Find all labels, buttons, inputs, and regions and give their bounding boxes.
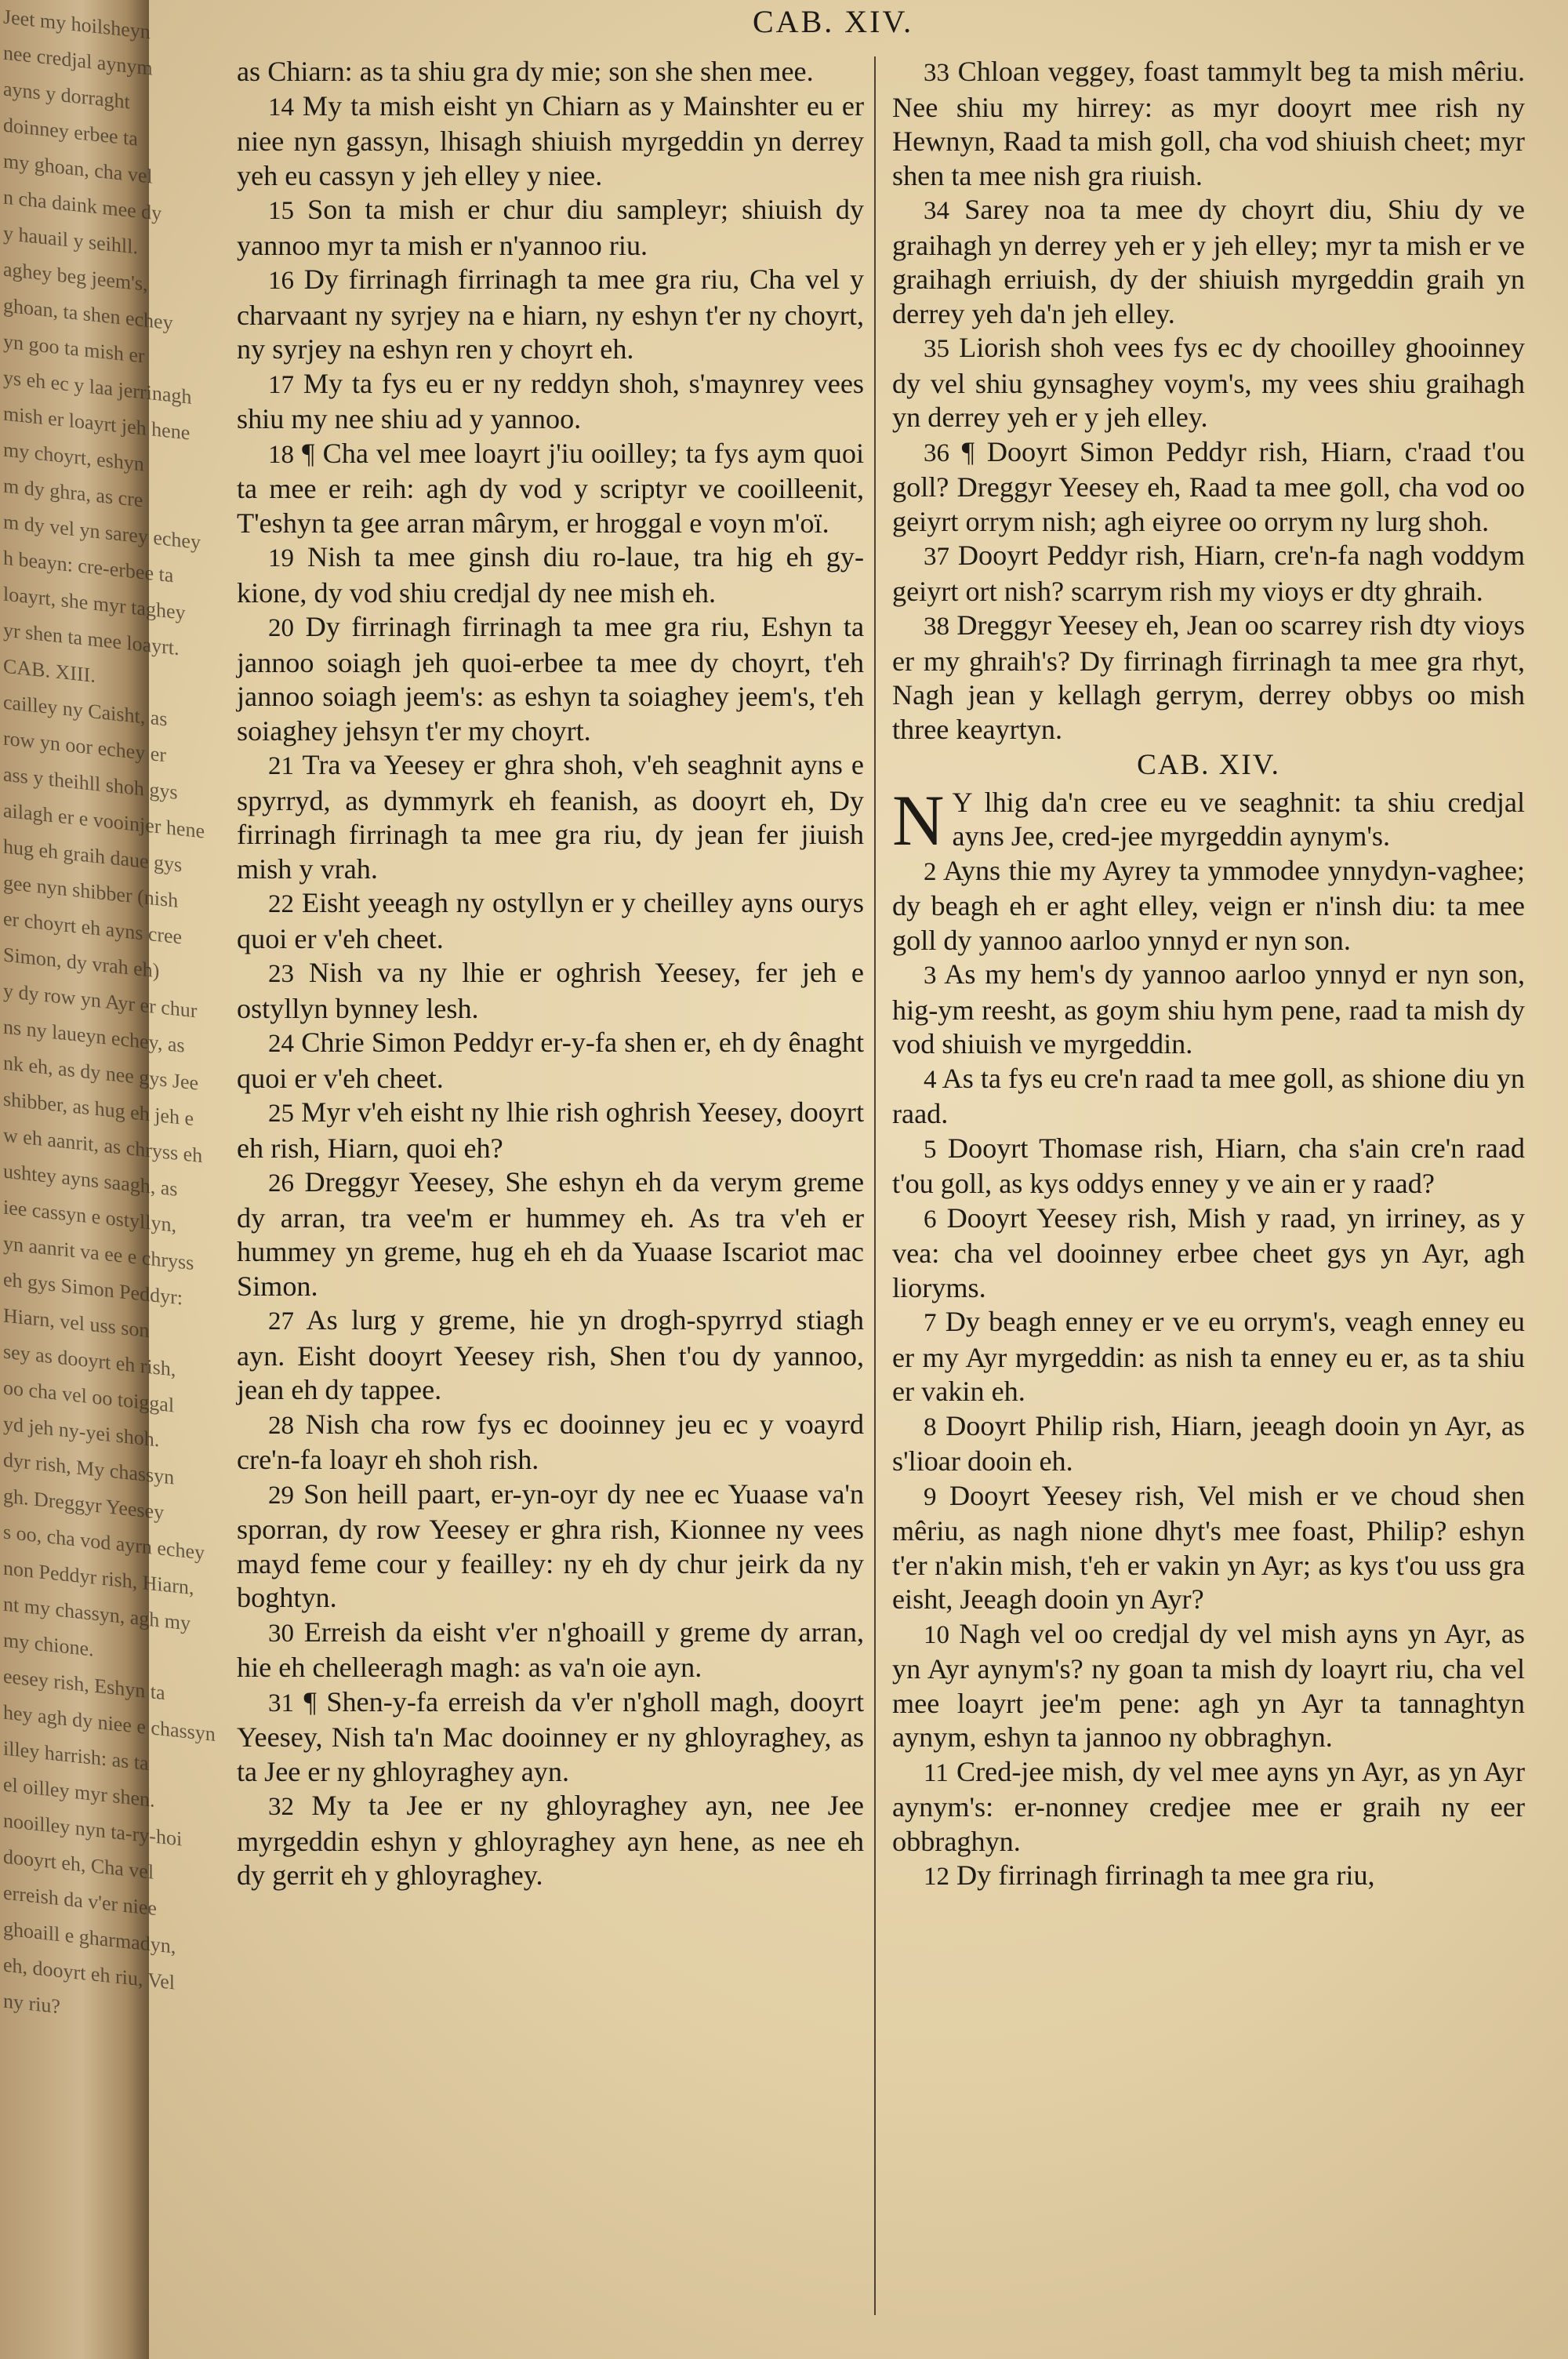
verse xyxy=(237,748,864,886)
facing-page-line: ailagh er e vooinjer hene xyxy=(3,798,205,843)
verse-number: 7 xyxy=(924,1309,937,1337)
verse-number: 15 xyxy=(268,197,294,225)
verse xyxy=(237,1616,864,1685)
verse xyxy=(237,1303,864,1408)
verse xyxy=(237,1408,864,1478)
verse xyxy=(892,854,1525,958)
facing-page-line: ghoaill e gharmadyn, xyxy=(3,1917,176,1958)
verse-number: 34 xyxy=(924,197,949,225)
verse-text: Dy firrinagh firrinagh ta mee gra riu, Cha vel y charvaant ny syrjey na e hiarn, ny eshyn t'er ny choyrt, ny syrjey na eshyn ren y choyrt eh. xyxy=(237,264,864,365)
verse-text: My ta mish eisht yn Chiarn as y Mainshter eu er niee nyn gassyn, lhisagh shiuish myrgeddin yn derrey yeh eu cassyn y jeh elley y niee. xyxy=(237,89,864,191)
facing-page-line: yd jeh ny-yei shoh. xyxy=(3,1412,160,1452)
verse-number: 11 xyxy=(924,1758,949,1787)
facing-page-line: m dy ghra, as cre xyxy=(3,474,143,512)
facing-page-line: y hauail y seihll. xyxy=(3,221,138,259)
verse-text: Eisht yeeagh ny ostyllyn er y cheilley ayns ourys quoi er v'eh cheet. xyxy=(237,887,864,954)
facing-page-line: ny riu? xyxy=(3,1989,60,2019)
facing-page-line: sey as dooyrt eh rish, xyxy=(3,1339,176,1381)
verse-number: 29 xyxy=(268,1481,294,1510)
verse-text: Nish ta mee ginsh diu ro-laue, tra hig eh gy-kione, dy vod shiu credjal dy nee mish eh. xyxy=(237,541,865,609)
verse-text: Dy firrinagh firrinagh ta mee gra riu, Eshyn ta jannoo soiagh jeh quoi-erbee ta mee dy choyrt, t'eh jannoo soiagh jeem's: as eshyn ta soiaghey jeem's, t'eh soiaghey jehsyn t'er my choyrt. xyxy=(237,611,865,747)
verse-number: 22 xyxy=(268,890,294,918)
verse-number: 25 xyxy=(268,1100,294,1128)
verse-number: 4 xyxy=(924,1065,937,1094)
facing-page-line: m dy vel yn sarey echey xyxy=(3,510,201,554)
verse-number: 17 xyxy=(268,370,294,399)
verse-number: 27 xyxy=(268,1307,294,1336)
drop-cap: N xyxy=(892,780,945,860)
verse-text: ¶ Dooyrt Simon Peddyr rish, Hiarn, c'raad t'ou goll? Dreggyr Yeesey eh, Raad ta mee goll, cha vod oo geiyrt orrym nish; agh eiyree oo orrym ny lurg shoh. xyxy=(892,435,1525,537)
verse-number: 5 xyxy=(924,1135,937,1164)
facing-page-line: CAB. XIII. xyxy=(3,654,96,687)
verse xyxy=(237,263,864,367)
facing-page-line: aghey beg jeem's, xyxy=(3,257,148,296)
page-header: CAB. XIV. xyxy=(753,4,914,39)
facing-page-line: illey harrish: as ta xyxy=(3,1736,149,1776)
verse xyxy=(892,1409,1525,1479)
verse-text: Dooyrt Yeesey rish, Mish y raad, yn irriney, as y vea: cha vel dooinney erbee cheet gys yn Ayr, agh lioryms. xyxy=(892,1201,1525,1303)
facing-page-line: Simon, dy vrah eh) xyxy=(3,943,160,983)
facing-page-line: my choyrt, eshyn xyxy=(3,438,144,476)
facing-page-line: eesey rish, Eshyn ta xyxy=(3,1664,165,1705)
right-column xyxy=(892,55,1525,1895)
verse-text: Chrie Simon Peddyr er-y-fa shen er, eh dy ênaght quoi er v'eh cheet. xyxy=(237,1027,864,1094)
facing-page-line: ass y theihll shoh gys xyxy=(3,762,178,804)
verse xyxy=(892,1305,1525,1409)
verse-number: 37 xyxy=(924,543,949,571)
verse xyxy=(237,1026,864,1096)
verse-text: Ayns thie my Ayrey ta ymmodee ynnydyn-vaghee; dy beagh eh er aght elley, veign er n'insh diu: ta mee goll dy yannoo aarloo ynnyd er nyn son. xyxy=(892,854,1525,956)
facing-page-line: my ghoan, cha vel xyxy=(3,149,153,188)
facing-page-line: my chione. xyxy=(3,1628,94,1661)
verse-text: Dooyrt Thomase rish, Hiarn, cha s'ain cre'n raad t'ou goll, as kys oddys enney y ve ain er y raad? xyxy=(892,1132,1525,1199)
verse-text: My ta fys eu er ny reddyn shoh, s'maynrey vees shiu my nee shiu ad y yannoo. xyxy=(237,367,864,434)
facing-page-line: non Peddyr rish, Hiarn, xyxy=(3,1556,194,1600)
verse-text: Myr v'eh eisht ny lhie rish oghrish Yeesey, dooyrt eh rish, Hiarn, quoi eh? xyxy=(237,1096,864,1164)
verse-number: 23 xyxy=(268,960,294,988)
facing-page-text xyxy=(3,0,216,2034)
facing-page-line: row yn oor echey er xyxy=(3,726,166,767)
facing-page-line: dyr rish, My chassyn xyxy=(3,1448,175,1489)
verse-text: As my hem's dy yannoo aarloo ynnyd er nyn son, hig-ym reesht, as goym shiu hym pene, raad ta mish dy vod shiuish ve myrgeddin. xyxy=(892,958,1525,1060)
facing-page-line: ushtey ayns saagh, as xyxy=(3,1159,178,1201)
facing-page-line: dooyrt eh, Cha vel xyxy=(3,1845,154,1884)
facing-page-line: gh. Dreggyr Yeesey xyxy=(3,1484,165,1525)
left-column xyxy=(237,55,864,1893)
verse-text: as Chiarn: as ta shiu gra dy mie; son she shen mee. xyxy=(237,56,814,87)
chapter-first-verse xyxy=(892,780,1525,860)
verse-number: 8 xyxy=(924,1412,937,1441)
verse xyxy=(237,1789,864,1893)
facing-page-line: cailley ny Caisht, as xyxy=(3,690,168,731)
facing-page-line: shibber, as hug eh jeh e xyxy=(3,1087,194,1131)
facing-page-line: oo cha vel oo toiggal xyxy=(3,1376,175,1417)
verse xyxy=(237,367,864,437)
verse-number: 35 xyxy=(924,335,949,363)
verse-number: 32 xyxy=(268,1793,294,1821)
verse-text: Dreggyr Yeesey, She eshyn eh da verym greme dy arran, tra vee'm er hummey eh. As tra v'eh er hummey yn greme, hug eh eh da Yuaase Iscariot mac Simon. xyxy=(237,1166,865,1302)
verse xyxy=(237,540,864,610)
verse-text: Liorish shoh vees fys ec dy chooilley ghooinney dy vel shiu gynsaghey voym's, my vees shiu graihagh yn derrey yeh er y jeh elley. xyxy=(892,332,1526,433)
facing-page-line: gee nyn shibber (nish xyxy=(3,871,179,912)
verse-text: Dooyrt Yeesey rish, Vel mish er ve choud shen mêriu, as nagh nione dhyt's mee foast, Philip? eshyn t'er n'akin mish, t'eh er vakin yn Ayr; as kys t'ou uss gra eisht, Jeeagh dooin yn Ayr? xyxy=(892,1479,1526,1615)
verse xyxy=(892,539,1525,609)
verse-text: Sarey noa ta mee dy choyrt diu, Shiu dy ve graihagh yn derrey yeh er y jeh elley; myr ta mish er ve graihagh erriuish, dy der shiuish myrgeddin graih yn derrey yeh da'n jeh elley. xyxy=(892,194,1525,329)
verse-text: Nagh vel oo credjal dy vel mish ayns yn Ayr, as yn Ayr aynym's? ny goan ta mish dy loayrt riu, cha vel mee loayrt jee'm pene: agh yn Ayr ta tannaghtyn aynym, eshyn ta jannoo ny obbraghyn. xyxy=(892,1617,1526,1753)
facing-page-line: n cha daink mee dy xyxy=(3,185,162,225)
verse-text: Dy firrinagh firrinagh ta mee gra riu, xyxy=(956,1859,1375,1891)
facing-page-line: s oo, cha vod ayrn echey xyxy=(3,1520,205,1565)
facing-page-line: eh, dooyrt eh riu, Vel xyxy=(3,1953,176,1994)
verse-text: As lurg y greme, hie yn drogh-spyrryd stiagh ayn. Eisht dooyrt Yeesey rish, Shen t'ou dy yannoo, jean eh dy tappee. xyxy=(237,1304,864,1405)
verse-text: Son ta mish er chur diu sampleyr; shiuish dy yannoo myr ta mish er n'yannoo riu. xyxy=(237,194,865,261)
verse-number: 16 xyxy=(268,267,294,295)
column-rule xyxy=(874,56,876,2315)
verse xyxy=(237,193,864,263)
verse xyxy=(237,610,864,748)
verse xyxy=(892,1132,1525,1201)
verse-number: 30 xyxy=(268,1619,294,1648)
verse xyxy=(892,1755,1525,1859)
verse-text: Cred-jee mish, dy vel mee ayns yn Ayr, as yn Ayr aynym's: er-nonney credjee mee er graih ny eer obbraghyn. xyxy=(892,1755,1526,1857)
verse-number: 2 xyxy=(924,857,937,886)
verse-text: Tra va Yeesey er ghra shoh, v'eh seaghnit ayns e spyrryd, as dymmyrk eh feanish, as dooyrt eh, Dy firrinagh firrinagh ta mee gra riu, dy jean fer jiuish mish y vrah. xyxy=(237,749,864,885)
facing-page-line: nee credjal aynym xyxy=(3,41,153,80)
verse-number: 24 xyxy=(268,1030,294,1058)
verse-number: 9 xyxy=(924,1482,937,1511)
verse-text: Erreish da eisht v'er n'ghoaill y greme dy arran, hie eh chelleeragh magh: as va'n oie ayn. xyxy=(237,1616,864,1683)
verse-text: As ta fys eu cre'n raad ta mee goll, as shione diu yn raad. xyxy=(892,1062,1525,1129)
verse-number: 20 xyxy=(268,614,294,642)
facing-page-line: w eh aanrit, as chryss eh xyxy=(3,1123,203,1168)
verse-number: 33 xyxy=(924,59,949,87)
verse-number: 28 xyxy=(268,1411,294,1440)
verse-number: 18 xyxy=(268,440,294,469)
facing-page-line: ns ny laueyn echey, as xyxy=(3,1015,185,1057)
verse xyxy=(892,193,1525,331)
chapter-first-verse-text: Y lhig da'n cree eu ve seaghnit: ta shiu credjal ayns Jee, cred-jee myrgeddin aynym's. xyxy=(952,786,1525,852)
verse xyxy=(237,1096,864,1165)
facing-page-line: h beayn: cre-erbee ta xyxy=(3,546,174,587)
verse-text: ¶ Shen-y-fa erreish da v'er n'gholl magh, dooyrt Yeesey, Nish ta'n Mac dooinney er ny ghloyraghey, as ta Jee er ny ghloyraghey ayn. xyxy=(237,1685,864,1787)
verse-number: 3 xyxy=(924,961,937,990)
verse xyxy=(892,435,1525,540)
verse xyxy=(892,1201,1525,1306)
facing-page-line: nk eh, as dy nee gys Jee xyxy=(3,1051,199,1095)
verse xyxy=(892,55,1525,193)
verse xyxy=(237,89,864,194)
facing-page-edge xyxy=(0,0,216,2359)
verse-text: Nish va ny lhie er oghrish Yeesey, fer jeh e ostyllyn bynney lesh. xyxy=(237,957,864,1024)
facing-page-line: Jeet my hoilsheyn xyxy=(3,5,151,44)
facing-page-line: doinney erbee ta xyxy=(3,113,138,151)
verse-text: Son heill paart, er-yn-oyr dy nee ec Yuaase va'n sporran, dy row Yeesey er ghra rish, Kionnee ny vees mayd feme cour y feailley: ny eh dy chur jeirk da ny boghtyn. xyxy=(237,1478,864,1613)
verse xyxy=(892,958,1525,1062)
facing-page-line: Hiarn, vel uss son xyxy=(3,1303,150,1343)
verse xyxy=(892,609,1525,747)
verse xyxy=(892,1062,1525,1132)
verse xyxy=(237,55,864,89)
facing-page-line: loayrt, she myr taghey xyxy=(3,582,186,624)
facing-page-line: yr shen ta mee loayrt. xyxy=(3,618,180,660)
verse-number: 31 xyxy=(268,1688,294,1717)
verse xyxy=(892,331,1525,435)
facing-page-line: erreish da v'er niee xyxy=(3,1881,157,1921)
verse-text: Dy beagh enney er ve eu orrym's, veagh enney eu er my Ayr myrgeddin: as nish ta enney eu er, as ta shiu er vakin eh. xyxy=(892,1306,1526,1407)
facing-page-line: iee cassyn e ostyllyn, xyxy=(3,1195,176,1237)
verse xyxy=(892,1479,1525,1617)
facing-page-line: ayns y dorraght xyxy=(3,77,130,114)
verse xyxy=(892,1859,1525,1895)
facing-page-line: yn goo ta mish er xyxy=(3,329,145,368)
verse-text: Dooyrt Philip rish, Hiarn, jeeagh dooin yn Ayr, as s'lioar dooin eh. xyxy=(892,1409,1525,1477)
verse-number: 21 xyxy=(268,752,294,780)
facing-page-line: nooilley nyn ta-ry-hoi xyxy=(3,1808,183,1851)
facing-page-line: hug eh graih daue gys xyxy=(3,834,183,877)
facing-page-line: hey agh dy niee e chassyn xyxy=(3,1700,216,1746)
chapter-heading: CAB. XIV. xyxy=(1137,749,1280,781)
verse-text: Dooyrt Peddyr rish, Hiarn, cre'n-fa nagh voddym geiyrt ort nish? scarrym rish my vioys er dty ghraih. xyxy=(892,540,1526,607)
facing-page-line: el oilley myr shen. xyxy=(3,1772,155,1812)
verse-text: My ta Jee er ny ghloyraghey ayn, nee Jee myrgeddin eshyn y ghloyraghey ayn hene, as nee eh dy gerrit eh y ghloyraghey. xyxy=(237,1790,864,1891)
verse xyxy=(237,886,864,956)
facing-page-line: ghoan, ta shen echey xyxy=(3,293,173,335)
verse xyxy=(237,956,864,1026)
verse-number: 36 xyxy=(924,438,949,467)
facing-page-line: mish er loayrt jeh hene xyxy=(3,402,191,445)
verse-text: Chloan veggey, foast tammylt beg ta mish mêriu. Nee shiu my hirrey: as myr dooyrt mee rish ny Hewnyn, Raad ta mish goll, cha vod shiuish cheet; myr shen ta mee nish gra riuish. xyxy=(892,56,1525,191)
facing-page-line: nt my chassyn, agh my xyxy=(3,1592,191,1635)
verse xyxy=(237,1165,864,1303)
verse xyxy=(237,1478,864,1616)
verse-text: Nish cha row fys ec dooinney jeu ec y voayrd cre'n-fa loayr eh shoh rish. xyxy=(237,1408,864,1475)
verse-text: ¶ Cha vel mee loayrt j'iu ooilley; ta fys aym quoi ta mee er reih: agh dy vod y scriptyr ve cooilleenit, T'eshyn ta gee arran mârym, er hroggal e voyn m'oï. xyxy=(237,437,865,539)
facing-page-line: er choyrt eh ayns cree xyxy=(3,907,183,949)
verse-number: 10 xyxy=(924,1620,949,1649)
verse-number: 14 xyxy=(268,93,294,122)
facing-page-line: y dy row yn Ayr er chur xyxy=(3,979,198,1023)
verse-text: Dreggyr Yeesey eh, Jean oo scarrey rish dty vioys er my ghraih's? Dy firrinagh firrinagh ta mee gra rhyt, Nagh jean y kellagh gerrym, derrey obbys oo mish three keayrtyn. xyxy=(892,609,1525,745)
verse-number: 19 xyxy=(268,544,294,572)
facing-page-line: yn aanrit va ee e chryss xyxy=(3,1231,194,1275)
verse-number: 12 xyxy=(924,1863,949,1891)
verse xyxy=(237,1685,864,1790)
verse xyxy=(237,437,864,541)
facing-page-line: eh gys Simon Peddyr: xyxy=(3,1267,183,1310)
verse-number: 6 xyxy=(924,1205,937,1234)
verse-number: 38 xyxy=(924,612,949,641)
verse-number: 26 xyxy=(268,1169,294,1198)
verse xyxy=(892,1617,1525,1755)
facing-page-line: ys eh ec y laa jerrinagh xyxy=(3,365,192,409)
